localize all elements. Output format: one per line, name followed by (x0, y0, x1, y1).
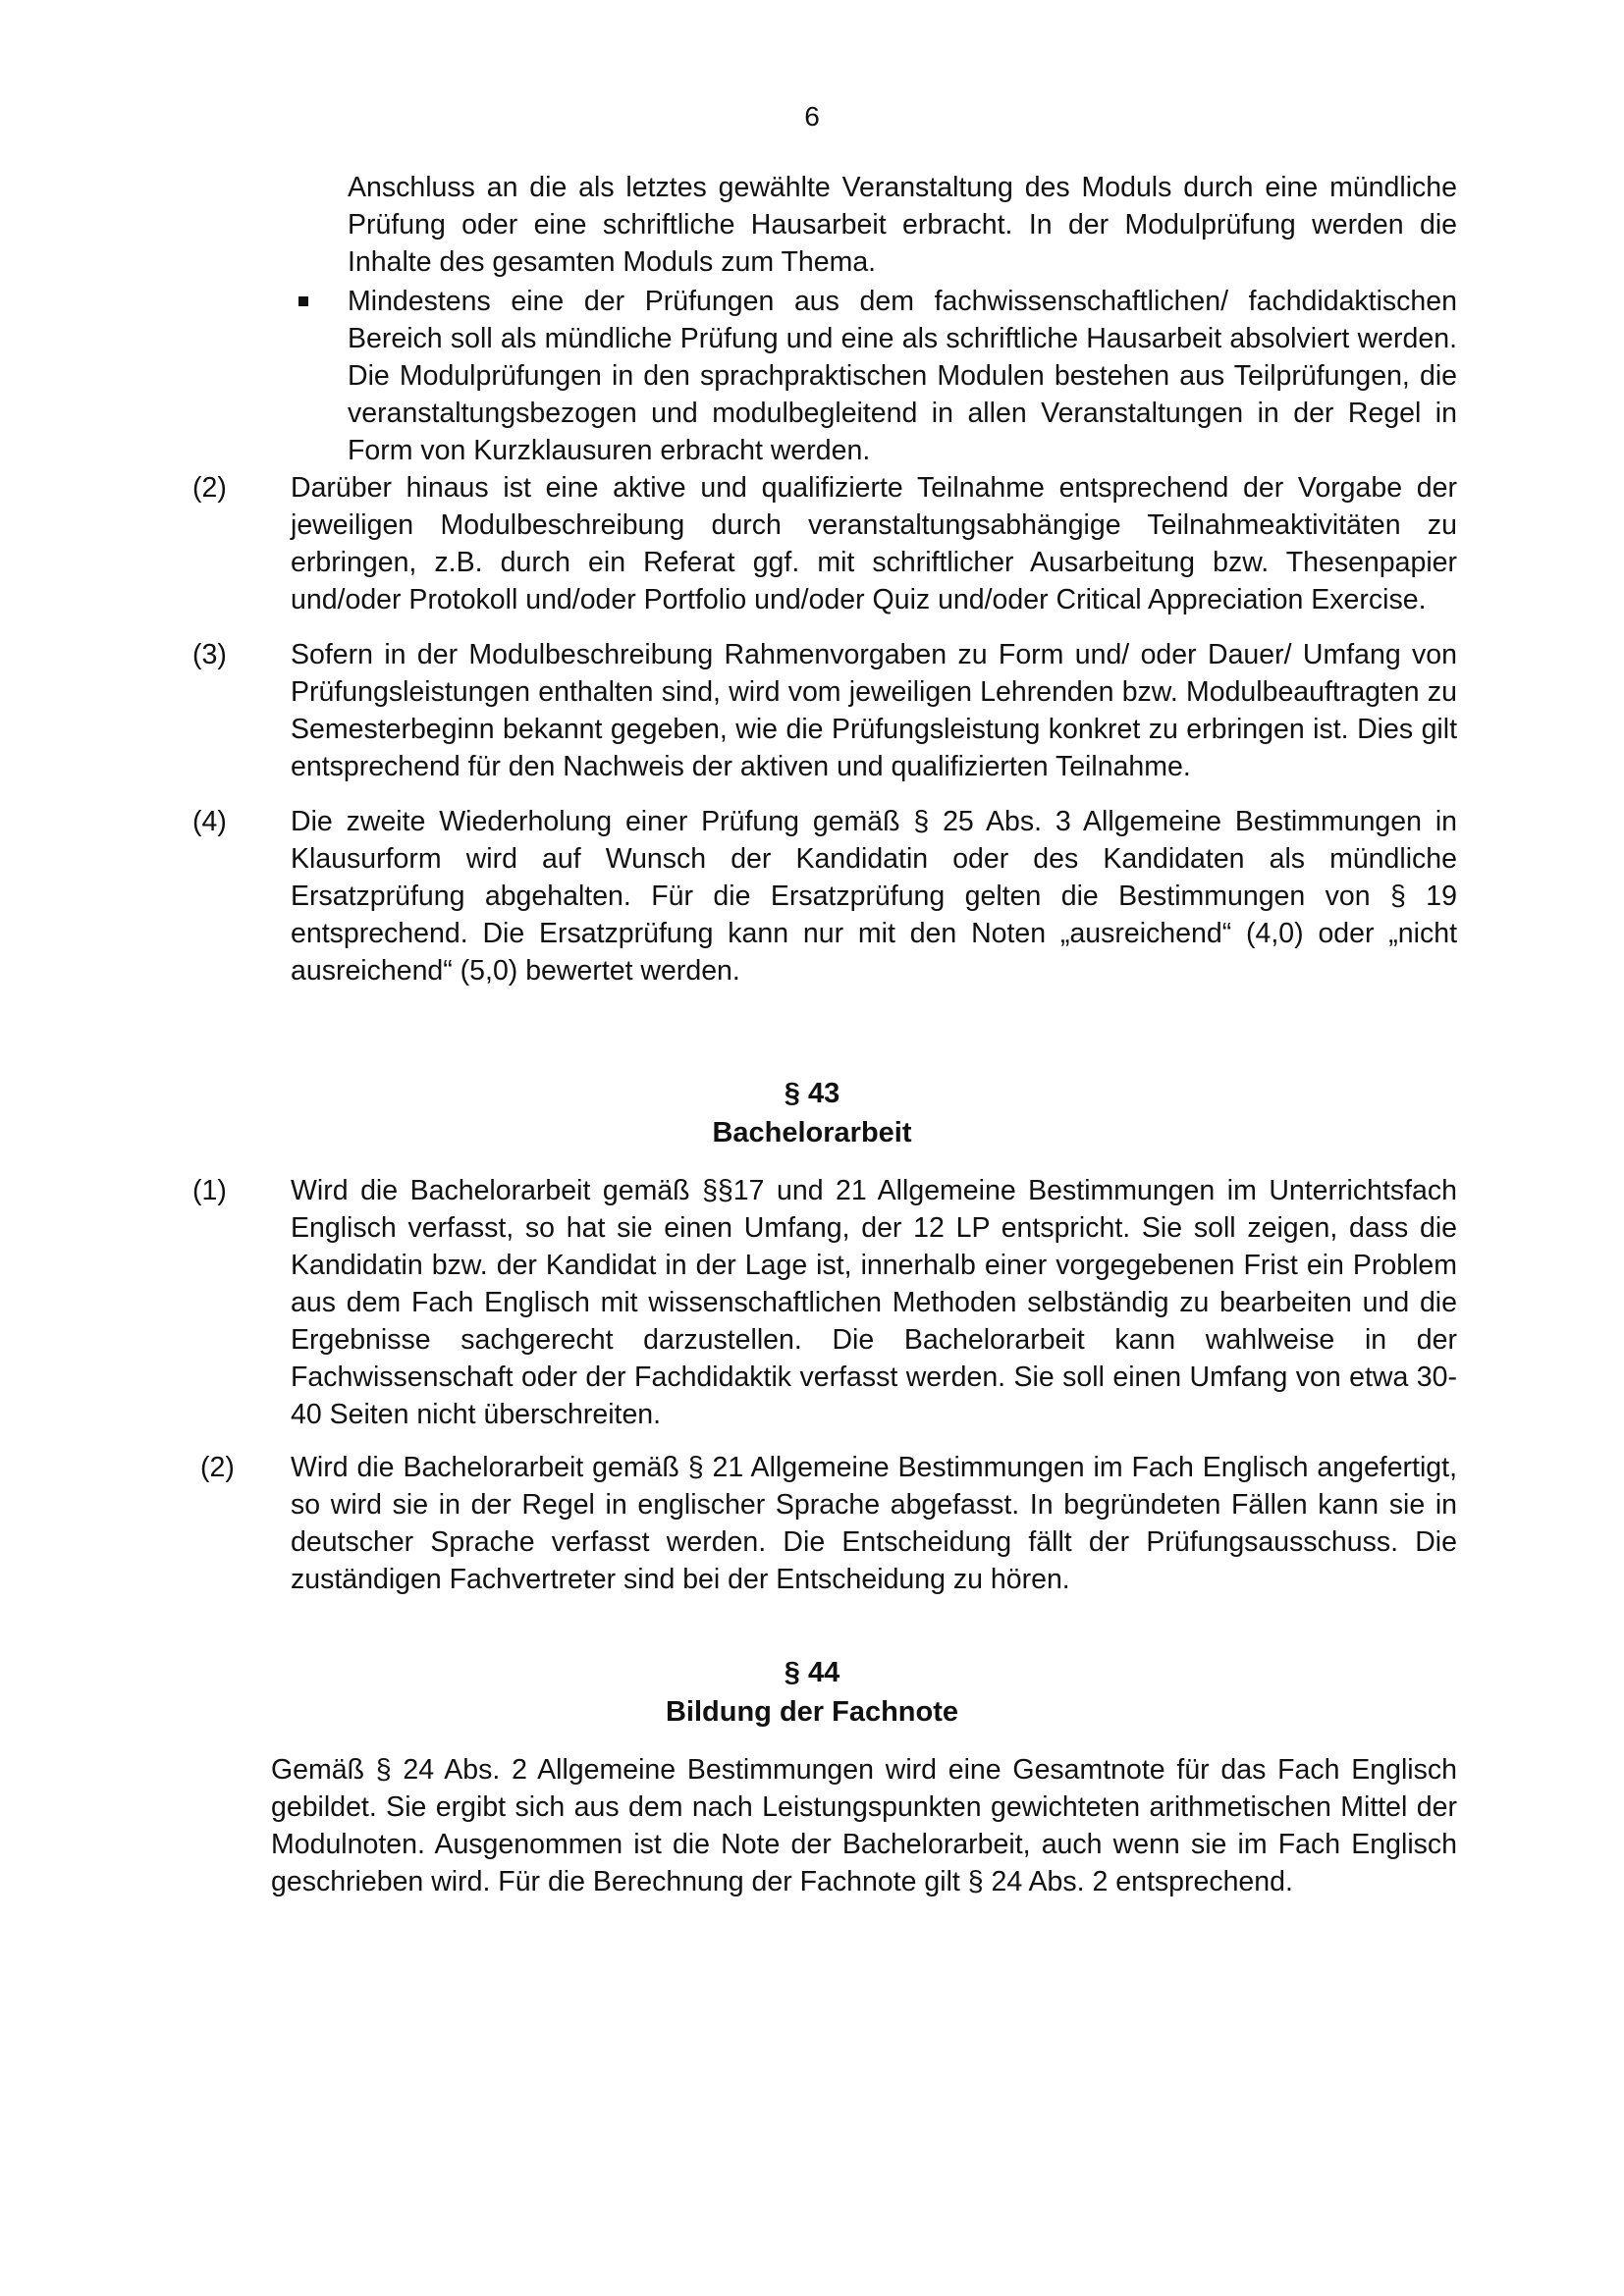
paragraph-number: (2) (200, 1452, 235, 1483)
paragraph-text: Sofern in der Modulbeschreibung Rahmenvorgaben zu Form und/ oder Dauer/ Umfang von Prüfungsleistungen enthalten sind, wird vom jeweiligen Lehrenden bzw. Modulbeauftragten zu Semesterbeginn bekannt gegeben, wie die Prüfungsleistung konkret zu erbringen ist. Dies gilt entsprechend für den Nachweis der aktiven und qualifizierten Teilnahme. (291, 639, 1457, 782)
section-43-paragraph-2 (192, 1449, 1457, 1598)
section-43-title: Bachelorarbeit (712, 1117, 912, 1148)
bullet-list-item (298, 283, 1457, 469)
paragraph-number: (3) (192, 639, 227, 670)
section-44-title: Bildung der Fachnote (665, 1696, 959, 1728)
paragraph-text: Die zweite Wiederholung einer Prüfung gemäß § 25 Abs. 3 Allgemeine Bestimmungen in Klausurform wird auf Wunsch der Kandidatin oder des Kandidaten als mündliche Ersatzprüfung abgehalten. Für die Ersatzprüfung gelten die Bestimmungen von § 19 entsprechend. Die Ersatzprüfung kann nur mit den Noten „ausreichend“ (4,0) oder „nicht ausreichend“ (5,0) bewertet werden. (291, 806, 1457, 987)
continuation-text: Anschluss an die als letztes gewählte Veranstaltung des Moduls durch eine mündliche Prüfung oder eine schriftliche Hausarbeit erbracht. In der Modulprüfung werden die Inhalte des gesamten Moduls zum Thema. (348, 172, 1457, 278)
section-44-number: § 44 (784, 1657, 840, 1688)
paragraph-number: (1) (192, 1175, 227, 1206)
paragraph-number: (4) (192, 806, 227, 837)
paragraph-text: Wird die Bachelorarbeit gemäß §§17 und 21 Allgemeine Bestimmungen im Unterrichtsfach Englisch verfasst, so hat sie einen Umfang, der 12 LP entspricht. Sie soll zeigen, dass die Kandidatin bzw. der Kandidat in der Lage ist, innerhalb einer vorgegebenen Frist ein Problem aus dem Fach Englisch mit wissenschaftlichen Methoden selbständig zu bearbeiten und die Ergebnisse sachgerecht darzustellen. Die Bachelorarbeit kann wahlweise in der Fachwissenschaft oder der Fachdidaktik verfasst werden. Sie soll einen Umfang von etwa 30-40 Seiten nicht überschreiten. (291, 1175, 1457, 1430)
paragraph-2 (192, 469, 1457, 618)
section-44-text: Gemäß § 24 Abs. 2 Allgemeine Bestimmungen wird eine Gesamtnote für das Fach Englisch gebildet. Sie ergibt sich aus dem nach Leistungspunkten gewichteten arithmetischen Mittel der Modulnoten. Ausgenommen ist die Note der Bachelorarbeit, auch wenn sie im Fach Englisch geschrieben wird. Für die Berechnung der Fachnote gilt § 24 Abs. 2 entsprechend. (271, 1754, 1457, 1897)
paragraph-text: Wird die Bachelorarbeit gemäß § 21 Allgemeine Bestimmungen im Fach Englisch angefertigt, so wird sie in der Regel in englischer Sprache abgefasst. In begründeten Fällen kann sie in deutscher Sprache verfasst werden. Die Entscheidung fällt der Prüfungsausschuss. Die zuständigen Fachvertreter sind bei der Entscheidung zu hören. (291, 1452, 1457, 1595)
paragraph-number: (2) (192, 472, 227, 504)
paragraph-text: Darüber hinaus ist eine aktive und qualifizierte Teilnahme entsprechend der Vorgabe der jeweiligen Modulbeschreibung durch veranstaltungsabhängige Teilnahmeaktivitäten zu erbringen, z.B. durch ein Referat ggf. mit schriftlicher Ausarbeitung bzw. Thesenpapier und/oder Protokoll und/oder Portfolio und/oder Quiz und/oder Critical Appreciation Exercise. (291, 472, 1457, 615)
section-43-paragraph-1 (192, 1172, 1457, 1433)
square-bullet-icon (298, 296, 308, 306)
paragraph-3 (192, 636, 1457, 785)
bullet-text: Mindestens eine der Prüfungen aus dem fachwissenschaftlichen/ fachdidaktischen Bereich soll als mündliche Prüfung und eine als schriftliche Hausarbeit absolviert werden. Die Modulprüfungen in den sprachpraktischen Modulen bestehen aus Teilprüfungen, die veranstaltungsbezogen und modulbegleitend in allen Veranstaltungen in der Regel in Form von Kurzklausuren erbracht werden. (348, 286, 1457, 466)
section-43-number: § 43 (784, 1078, 840, 1109)
page-number: 6 (804, 101, 820, 132)
paragraph-4 (192, 803, 1457, 989)
